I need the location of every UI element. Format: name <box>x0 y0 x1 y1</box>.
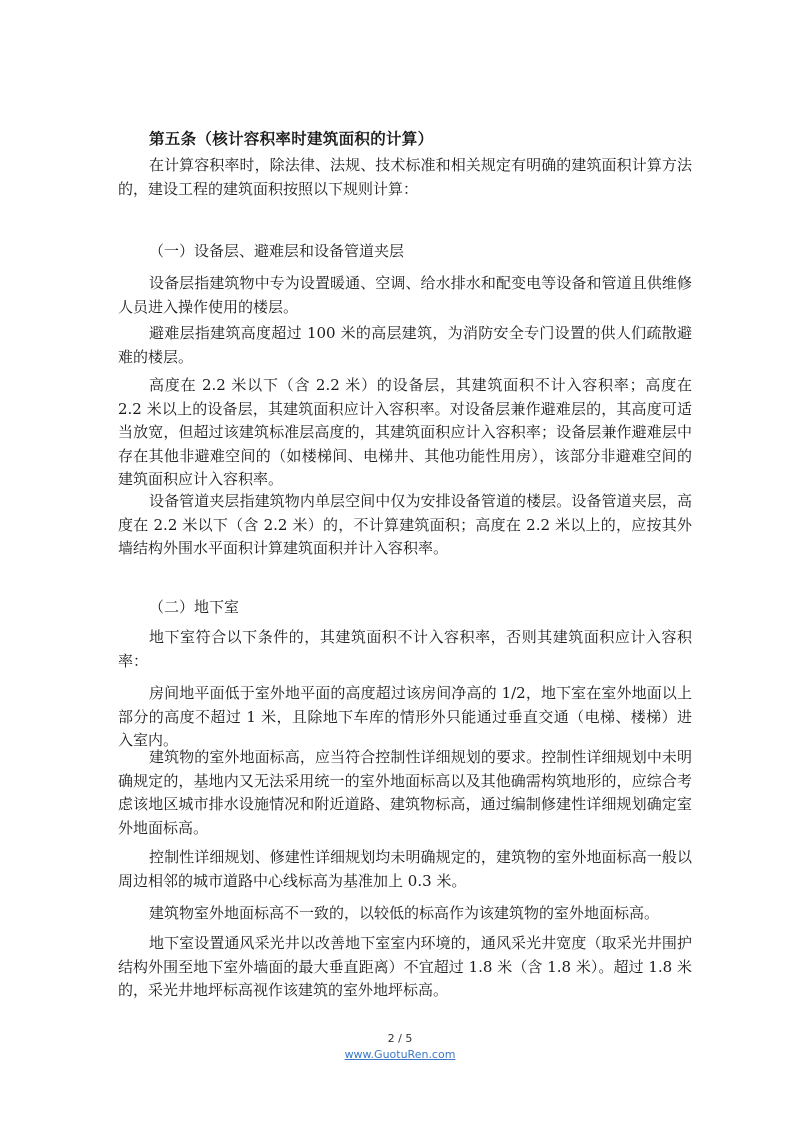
section-heading-equipment-floors: （一）设备层、避难层和设备管道夹层 <box>149 242 405 260</box>
paragraph-equipment-floor-definition: 设备层指建筑物中专为设置暖通、空调、给水排水和配变电等设备和管道且供维修人员进入操作使用的楼层。 <box>118 274 692 316</box>
paragraph-equipment-floor-height-rules: 高度在 2.2 米以下（含 2.2 米）的设备层，其建筑面积不计入容积率；高度在 2.2 米以上的设备层，其建筑面积应计入容积率。对设备层兼作避难层的，其高度可适当放宽，但超过该建筑标准层高度的，其建筑面积应计入容积率；设备层兼作避难层中存在其他非避难空间的（如楼梯间、电梯井、其他功能性用房），该部分非避难空间的建筑面积应计入容积率。 <box>118 376 692 488</box>
paragraph-inconsistent-elevation: 建筑物室外地面标高不一致的，以较低的标高作为该建筑物的室外地面标高。 <box>149 904 660 922</box>
paragraph-basement-height-rule: 房间地平面低于室外地平面的高度超过该房间净高的 1/2，地下室在室外地面以上部分的高度不超过 1 米，且除地下车库的情形外只能通过垂直交通（电梯、楼梯）进入室内。 <box>118 684 692 749</box>
paragraph-light-well-rules: 地下室设置通风采光井以改善地下室室内环境的，通风采光井宽度（取采光井围护结构外围至地下室外墙面的最大垂直距离）不宜超过 1.8 米（含 1.8 米）。超过 1.8 米的，采光井地坪标高视作该建筑的室外地坪标高。 <box>118 934 692 999</box>
paragraph-outdoor-ground-elevation: 建筑物的室外地面标高，应当符合控制性详细规划的要求。控制性详细规划中未明确规定的，基地内又无法采用统一的室外地面标高以及其他确需构筑地形的，应综合考虑该地区城市排水设施情况和附近道路、建筑物标高，通过编制修建性详细规划确定室外地面标高。 <box>118 748 692 837</box>
paragraph-default-elevation: 控制性详细规划、修建性详细规划均未明确规定的，建筑物的室外地面标高一般以周边相邻的城市道路中心线标高为基准加上 0.3 米。 <box>118 848 692 890</box>
page-number: 2 / 5 <box>387 1032 413 1045</box>
paragraph-pipe-interlayer-rules: 设备管道夹层指建筑物内单层空间中仅为安排设备管道的楼层。设备管道夹层，高度在 2.2 米以下（含 2.2 米）的，不计算建筑面积；高度在 2.2 米以上的，应按其外墙结构外围水平面积计算建筑面积并计入容积率。 <box>118 492 692 557</box>
paragraph-refuge-floor-definition: 避难层指建筑高度超过 100 米的高层建筑，为消防安全专门设置的供人们疏散避难的楼层。 <box>118 324 692 366</box>
website-link[interactable]: www.GuotuRen.com <box>344 1048 456 1061</box>
intro-paragraph: 在计算容积率时，除法律、法规、技术标准和相关规定有明确的建筑面积计算方法的，建设工程的建筑面积按照以下规则计算： <box>118 156 692 198</box>
section-heading-basement: （二）地下室 <box>149 598 240 616</box>
article-title: 第五条（核计容积率时建筑面积的计算） <box>149 130 434 148</box>
paragraph-basement-conditions: 地下室符合以下条件的，其建筑面积不计入容积率，否则其建筑面积应计入容积率： <box>118 628 692 670</box>
